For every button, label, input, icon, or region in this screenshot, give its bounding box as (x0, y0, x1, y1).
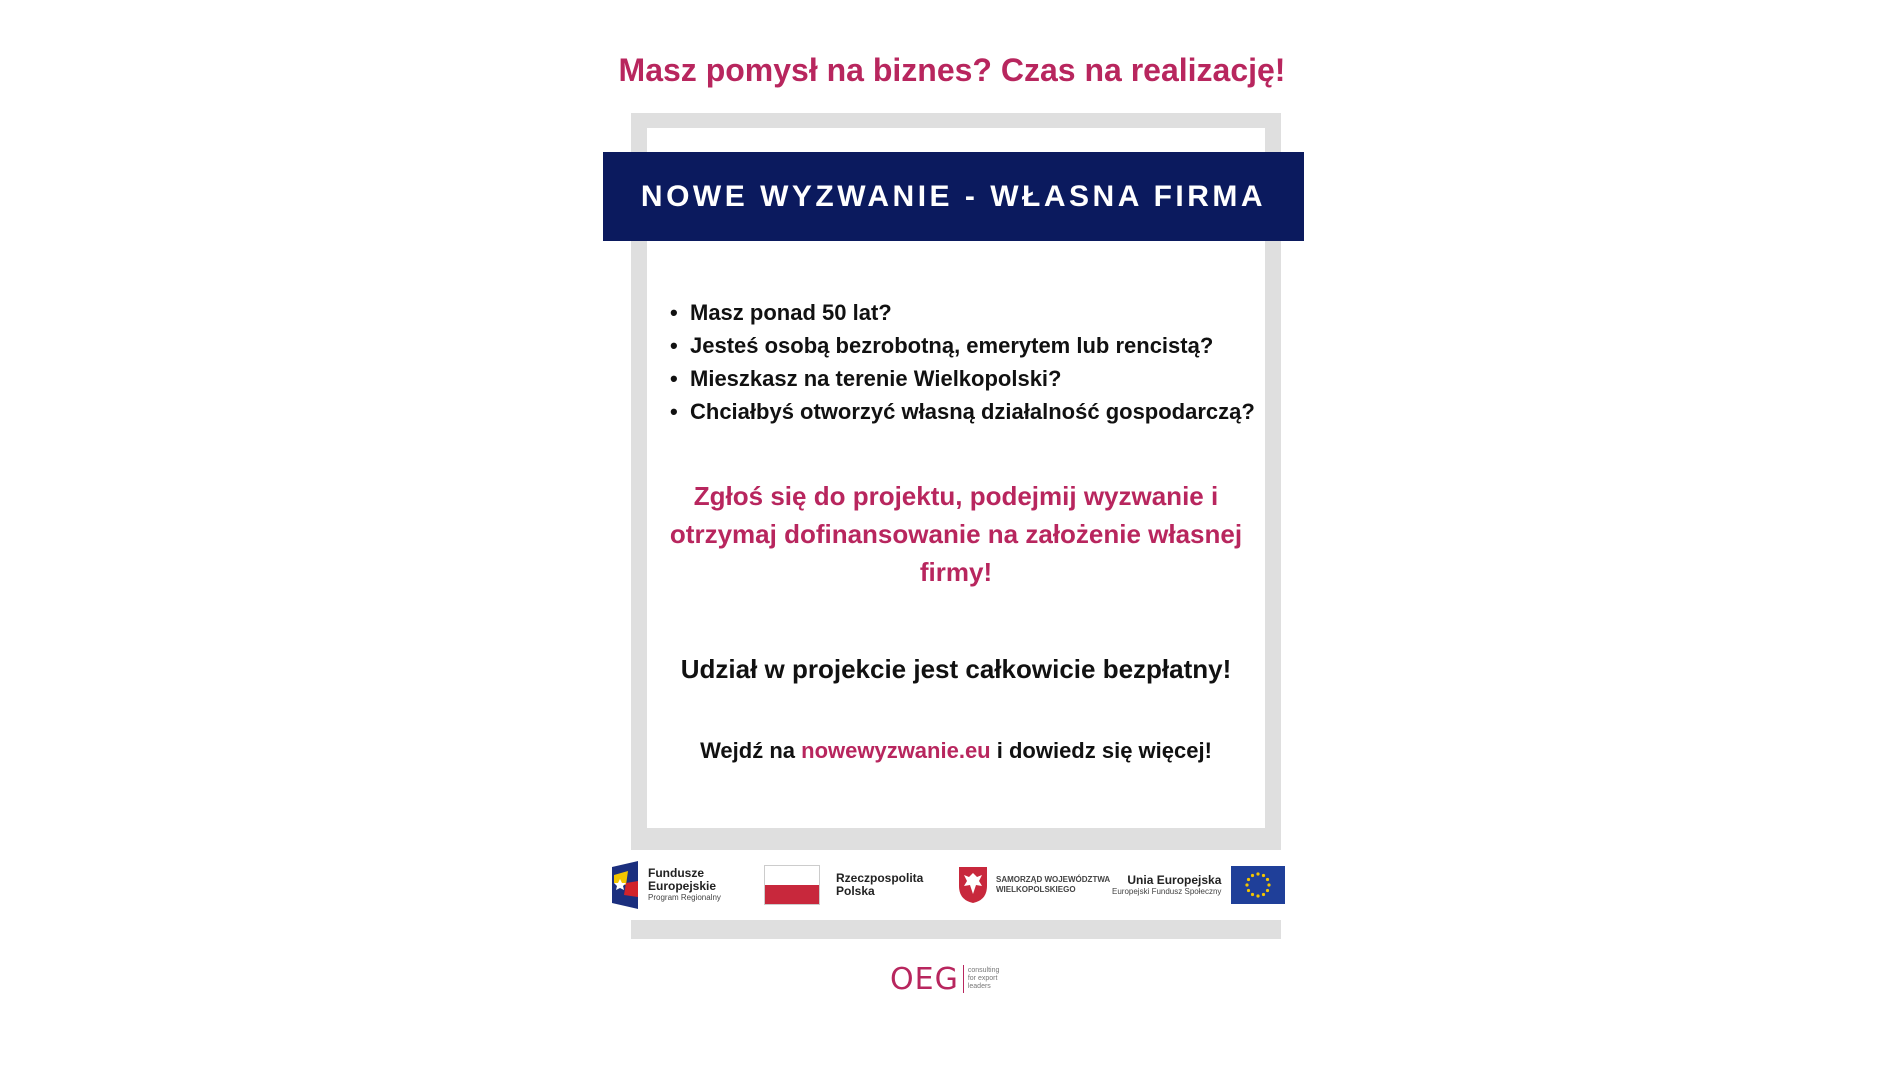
oeg-tag-line2: for export (967, 975, 998, 982)
oeg-mark: OEG (890, 961, 959, 997)
rp-line2: Polska (836, 884, 875, 898)
question-text: Masz ponad 50 lat? (690, 300, 892, 325)
list-item (670, 395, 1255, 428)
list-item (670, 296, 1255, 329)
eagle-crest-icon (958, 866, 988, 904)
rzeczpospolita-polska-logo (764, 860, 923, 910)
question-text: Jesteś osobą bezrobotną, emerytem lub rencistą? (690, 333, 1214, 358)
bullet: • (670, 300, 678, 325)
website-link[interactable]: nowewyzwanie.eu (801, 738, 991, 763)
question-text: Mieszkasz na terenie Wielkopolski? (690, 366, 1062, 391)
bullet: • (670, 399, 678, 424)
question-list (670, 296, 1255, 428)
visit-line (647, 738, 1265, 764)
oeg-logo (890, 961, 1000, 997)
polish-flag-icon (764, 865, 820, 905)
list-item (670, 329, 1255, 362)
oeg-tag-line3: leaders (967, 983, 991, 990)
visit-prefix: Wejdź na (700, 738, 802, 763)
question-text: Chciałbyś otworzyć własną działalność gospodarczą? (690, 399, 1255, 424)
funding-logos-bar (604, 850, 1304, 920)
oeg-tag-line1: consulting (967, 967, 1000, 974)
bullet: • (670, 366, 678, 391)
unia-europejska-logo (1112, 860, 1285, 910)
banner-title: NOWE WYZWANIE - WŁASNA FIRMA (640, 179, 1267, 213)
bullet: • (670, 333, 678, 358)
fundusze-europejskie-emblem-icon (612, 861, 640, 909)
visit-suffix: i dowiedz się więcej! (990, 738, 1212, 763)
rp-line1: Rzeczpospolita (836, 871, 924, 885)
headline: Masz pomysł na biznes? Czas na realizację! (618, 52, 1286, 88)
ue-sub: Europejski Fundusz Społeczny (1112, 886, 1222, 896)
oeg-divider (963, 965, 964, 993)
title-banner (603, 152, 1304, 241)
fe-line1: Fundusze (648, 866, 704, 880)
free-participation-note: Udział w projekcie jest całkowicie bezpłatny! (680, 654, 1232, 684)
fe-sub: Program Regionalny (648, 893, 721, 902)
list-item (670, 362, 1255, 395)
samorzad-line1: SAMORZĄD WOJEWÓDZTWA (996, 875, 1111, 884)
samorzad-line2: WIELKOPOLSKIEGO (996, 885, 1076, 894)
fe-line2: Europejskie (648, 879, 717, 893)
samorzad-wielkopolska-logo (958, 860, 1110, 910)
call-to-action: Zgłoś się do projektu, podejmij wyzwanie i otrzymaj dofinansowanie na założenie własnej firmy! (669, 481, 1243, 587)
fundusze-europejskie-logo (612, 860, 721, 910)
eu-flag-icon (1231, 866, 1285, 904)
ue-line1: Unia Europejska (1127, 872, 1222, 887)
